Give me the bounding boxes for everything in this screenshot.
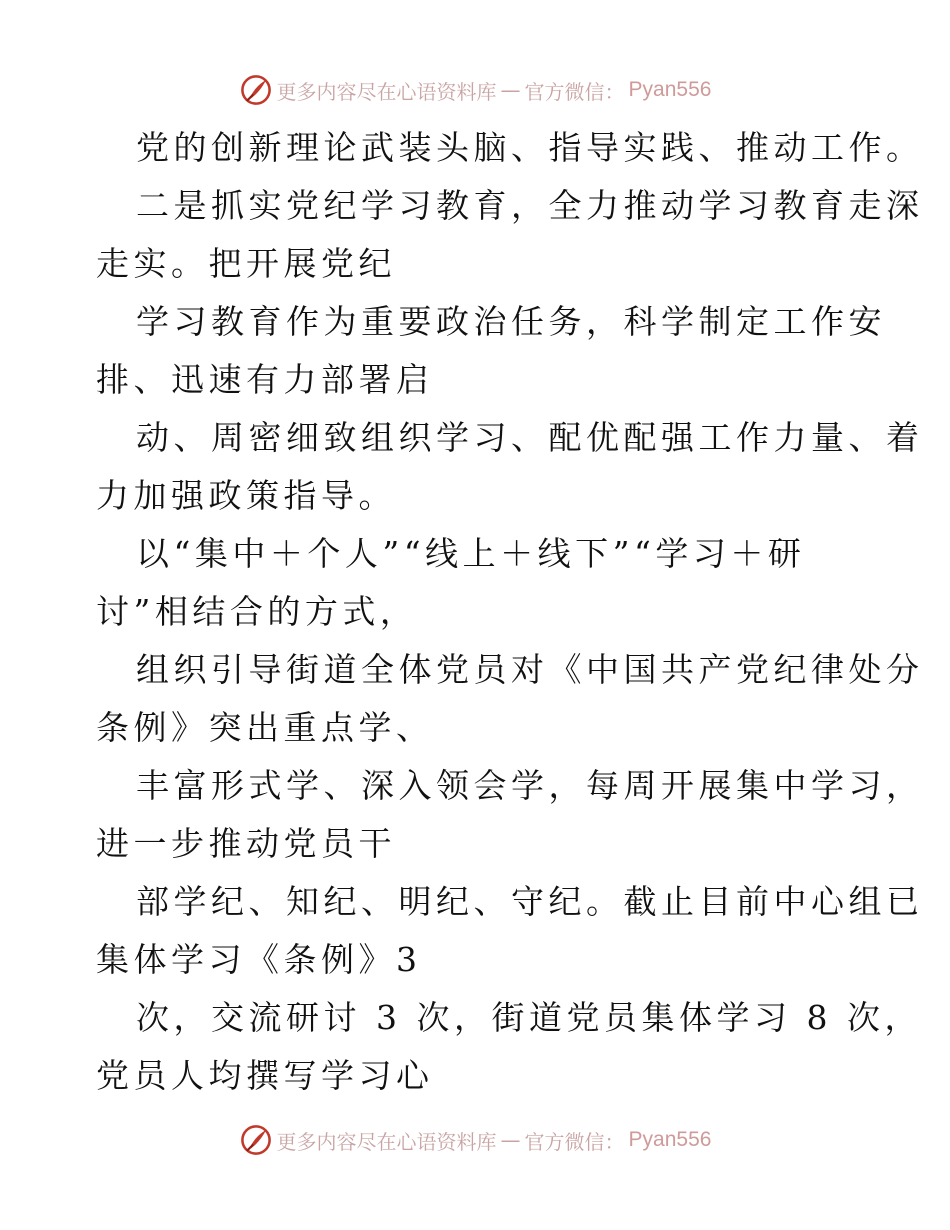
- text-line: 动、周密细致组织学习、配优配强工作力量、着: [136, 418, 924, 457]
- banner-wechat-id: Pyan556: [628, 78, 712, 101]
- header-banner-content: [239, 73, 712, 107]
- text-line: 党的创新理论武装头脑、指导实践、推动工作。: [136, 128, 924, 167]
- feather-pen-logo-icon: [239, 1123, 273, 1157]
- text-line: 组织引导街道全体党员对《中国共产党纪律处分: [136, 650, 924, 689]
- text-line: 排、迅速有力部署启: [96, 360, 434, 399]
- banner-wechat-id: Pyan556: [628, 1128, 712, 1151]
- header-banner: [0, 70, 950, 110]
- feather-pen-logo-icon: [239, 73, 273, 107]
- text-line: 二是抓实党纪学习教育，全力推动学习教育走深: [136, 186, 924, 225]
- footer-banner: [0, 1120, 950, 1160]
- banner-dash: —: [500, 1128, 521, 1152]
- text-line: 力加强政策指导。: [96, 476, 396, 515]
- text-line: 学习教育作为重要政治任务，科学制定工作安: [136, 302, 886, 341]
- text-line: 集体学习《条例》3: [96, 940, 422, 979]
- text-line: 走实。把开展党纪: [96, 244, 396, 283]
- text-line: 条例》突出重点学、: [96, 708, 434, 747]
- text-line: 部学纪、知纪、明纪、守纪。截止目前中心组已: [136, 882, 924, 921]
- banner-brand-text: 更多内容尽在心语资料库: [276, 79, 497, 104]
- banner-brand-text: 更多内容尽在心语资料库: [276, 1129, 497, 1154]
- text-line: 进一步推动党员干: [96, 824, 396, 863]
- text-line: 丰富形式学、深入领会学，每周开展集中学习，: [136, 766, 924, 805]
- text-line: 党员人均撰写学习心: [96, 1056, 434, 1095]
- banner-wechat-label: 官方微信：: [524, 1129, 625, 1154]
- footer-banner-content: [239, 1123, 712, 1157]
- banner-wechat-label: 官方微信：: [524, 79, 625, 104]
- banner-dash: —: [500, 78, 521, 102]
- text-line: 讨”相结合的方式，: [96, 592, 418, 631]
- text-line: 以“集中＋个人”“线上＋线下”“学习＋研: [136, 534, 806, 573]
- text-line: 次，交流研讨 3 次，街道党员集体学习 8 次，: [136, 998, 922, 1037]
